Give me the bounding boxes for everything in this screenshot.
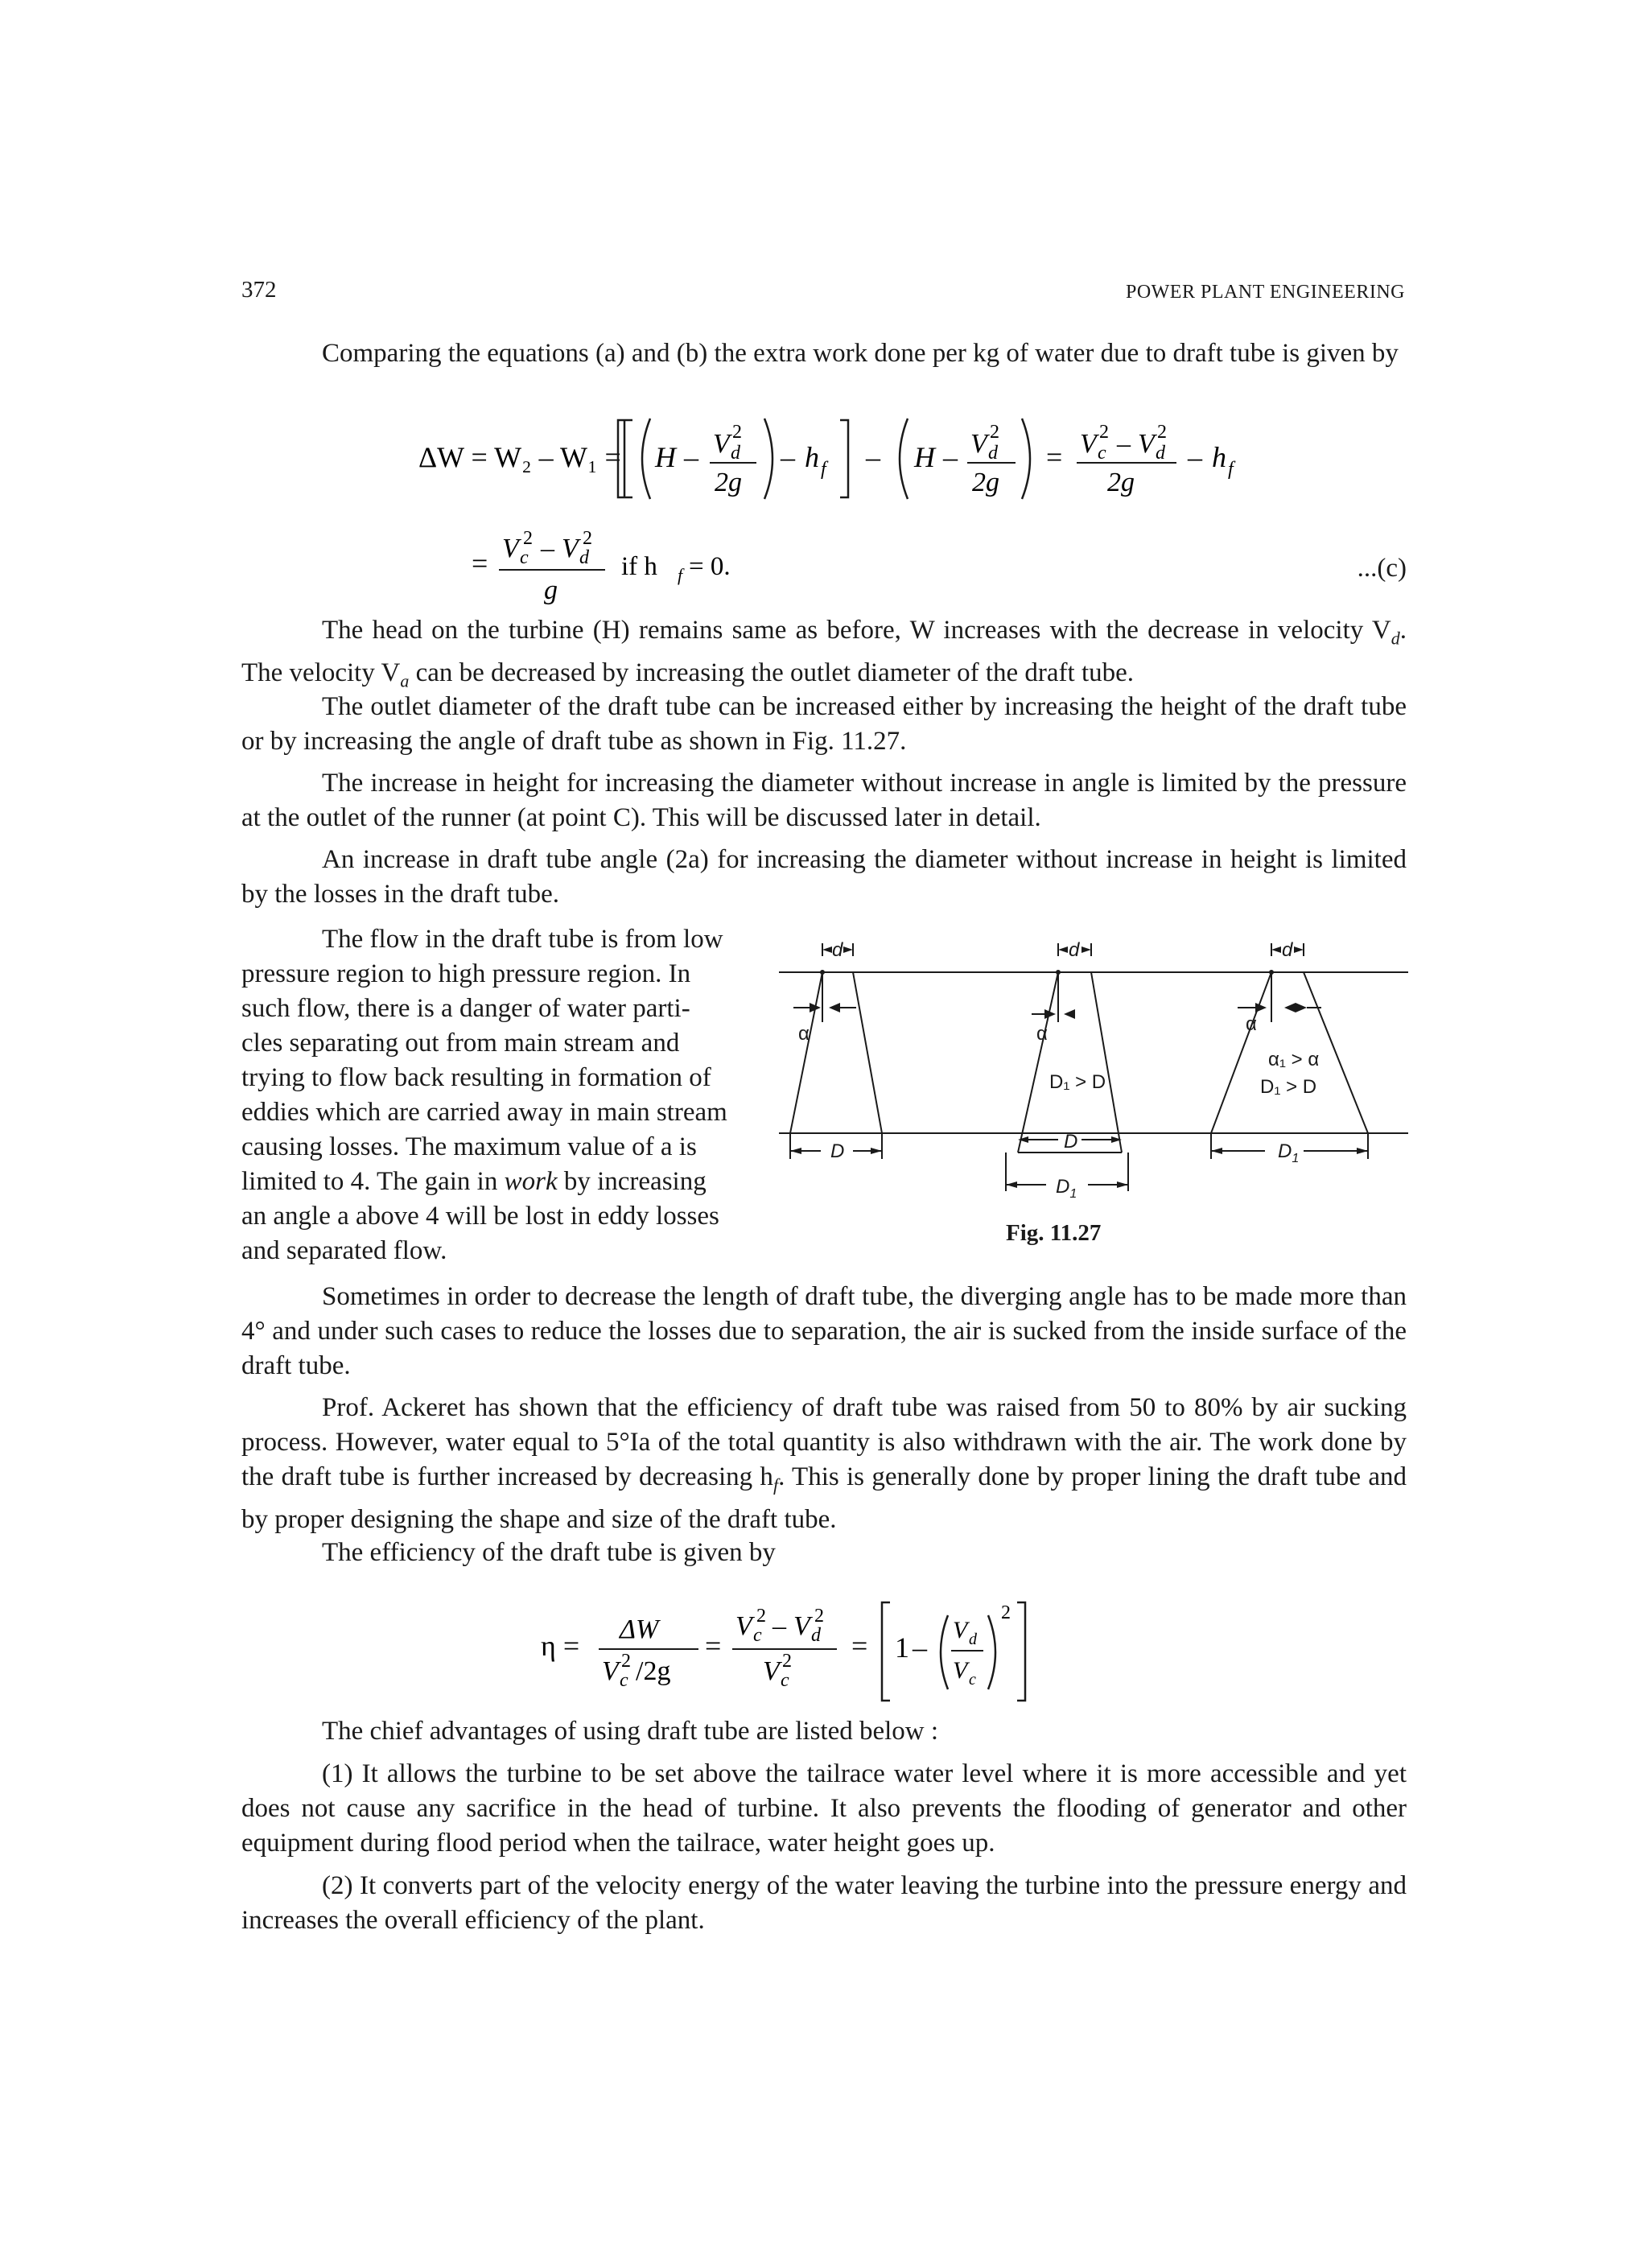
svg-text:–: –: [913, 1631, 927, 1664]
svg-text:V: V: [1138, 429, 1155, 459]
svg-text:2: 2: [782, 1651, 792, 1672]
paragraph-efficiency-intro: The efficiency of the draft tube is given by: [322, 1538, 776, 1567]
svg-text:2: 2: [732, 422, 742, 443]
svg-text:V: V: [793, 1611, 810, 1641]
paragraph-angle: An increase in draft tube angle (2a) for increasing the diameter without increase in height is limited by the losses in the draft tube.: [241, 845, 1407, 909]
svg-text:f: f: [821, 459, 826, 480]
equation-efficiency: [241, 1590, 1407, 1710]
svg-text:=: =: [472, 547, 488, 579]
svg-text:= 0.: = 0.: [689, 552, 731, 581]
svg-text:c: c: [1098, 443, 1106, 464]
running-title: POWER PLANT ENGINEERING: [1125, 282, 1405, 303]
page-number: 372: [241, 277, 277, 303]
fig-label-d2: d: [1069, 939, 1080, 961]
paragraph-intro: [241, 336, 1407, 371]
svg-text:–: –: [1188, 441, 1202, 473]
svg-text:V: V: [1080, 429, 1097, 459]
equation-delta-w: [241, 402, 1407, 507]
svg-text:V: V: [502, 534, 519, 563]
fig-label-D2: D: [1064, 1131, 1078, 1153]
svg-text:=: =: [705, 1630, 722, 1662]
fig-label-D1c: $D_1$: [1278, 1140, 1300, 1165]
svg-text:c: c: [969, 1671, 976, 1689]
eq-condition: if h: [621, 552, 657, 581]
svg-text:V: V: [562, 534, 579, 563]
svg-text:d: d: [1156, 443, 1165, 464]
svg-text:ΔW: ΔW: [620, 1614, 659, 1644]
svg-text:d: d: [969, 1631, 977, 1648]
svg-text:c: c: [520, 547, 529, 568]
eq-Vd: V: [713, 429, 730, 459]
fig-label-d1: d: [832, 939, 843, 961]
svg-text:V: V: [602, 1656, 619, 1686]
svg-text:2g: 2g: [1107, 468, 1135, 497]
svg-text:=: =: [851, 1630, 868, 1662]
svg-text:c: c: [753, 1625, 762, 1646]
paragraph-ackeret: Prof. Ackeret has shown that the efficiency of draft tube was raised from 50 to 80% by air sucking process. However, water equal to 5°Ia of the total quantity is also withdrawn with the air. The work done by the draft tube is further increased by decreasing $h_f$. This is generally done by proper lining the draft tube and by proper designing the shape and size of the draft tube.: [241, 1393, 1407, 1534]
eq-lhs: ΔW = W₂ – W₁ =: [418, 441, 621, 473]
svg-text:2g: 2g: [972, 468, 999, 497]
svg-text:V: V: [735, 1611, 752, 1641]
svg-text:2: 2: [756, 1606, 766, 1627]
svg-text:V: V: [953, 1617, 968, 1643]
svg-text:d: d: [731, 443, 740, 464]
svg-text:h: h: [805, 441, 819, 473]
figure-caption: Fig. 11.27: [1006, 1220, 1102, 1246]
eq-H: H: [655, 441, 676, 473]
svg-text:–: –: [772, 1611, 786, 1641]
svg-text:–: –: [781, 441, 795, 473]
fig-label-d3: d: [1282, 939, 1293, 961]
svg-text:–: –: [943, 441, 958, 473]
fig-cond2a: α₁ > α: [1268, 1049, 1320, 1070]
fig-alpha1: α: [798, 1023, 810, 1045]
svg-text:2: 2: [814, 1606, 824, 1627]
svg-text:2: 2: [621, 1651, 631, 1672]
paragraph-intro-text: Comparing the equations (a) and (b) the extra work done per kg of water due to draft tube is given by: [322, 339, 1399, 368]
paragraph-head: The head on the turbine (H) remains same as before, W increases with the decrease in velocity $V_d$. The velocity $V_a$ can be decreased by increasing the outlet diameter of the draft tube.: [241, 616, 1407, 691]
svg-text:d: d: [579, 547, 589, 568]
fig-cond1: D₁ > D: [1049, 1071, 1106, 1093]
equation-number: ...(c): [1357, 554, 1407, 583]
svg-text:g: g: [544, 575, 558, 605]
svg-text:=: =: [1046, 441, 1063, 473]
svg-text:2: 2: [1157, 422, 1167, 443]
fig-alpha3: α: [1246, 1013, 1257, 1035]
equation-simplified: [241, 523, 1288, 612]
svg-text:2: 2: [1099, 422, 1109, 443]
svg-text:2: 2: [1001, 1602, 1011, 1623]
svg-text:c: c: [620, 1670, 628, 1691]
svg-text:c: c: [781, 1670, 789, 1691]
svg-text:2: 2: [523, 528, 533, 549]
svg-text:V: V: [970, 429, 987, 459]
svg-text:H: H: [914, 441, 935, 473]
paragraph-advantage-1: (1) It allows the turbine to be set above the tailrace water level where it is more accessible and yet does not cause any sacrifice in the head of turbine. It also prevents the flooding of generator and other equipment during flood period when the tailrace, water height goes up.: [241, 1759, 1407, 1858]
svg-text:V: V: [953, 1657, 968, 1684]
svg-text:d: d: [811, 1625, 821, 1646]
fig-label-D1b: $D_1$: [1056, 1176, 1077, 1201]
paragraph-advantages-intro: The chief advantages of using draft tube are listed below :: [322, 1717, 939, 1746]
fig-alpha2: α: [1036, 1023, 1048, 1045]
svg-text:–: –: [1117, 429, 1131, 459]
svg-text:2: 2: [990, 422, 999, 443]
svg-text:f: f: [1228, 459, 1234, 480]
figure-draft-tubes: [772, 918, 1416, 1256]
svg-text:–: –: [541, 534, 554, 563]
svg-text:1: 1: [895, 1631, 909, 1664]
svg-text:f: f: [678, 565, 683, 585]
svg-text:d: d: [988, 443, 998, 464]
svg-text:2g: 2g: [715, 468, 742, 497]
paragraph-flow: The flow in the draft tube is from low pressure region to high pressure region. In such flow, there is a danger of water parti- cles separating out from main stream and trying to flow back resulting in formation of eddies which are carried away in main stream causing losses. The maximum value of a is limited to 4. The gain in work by increasing an angle a above 4 will be lost in eddy losses and separated flow.: [241, 925, 727, 1265]
paragraph-height: The increase in height for increasing the diameter without increase in angle is limited by the pressure at the outlet of the runner (at point C). This will be discussed later in detail.: [241, 769, 1407, 832]
svg-text:–: –: [684, 441, 698, 473]
eq-eta: η =: [541, 1630, 580, 1662]
fig-cond2b: D₁ > D: [1260, 1076, 1317, 1098]
paragraph-advantage-2: (2) It converts part of the velocity energy of the water leaving the turbine into the pressure energy and increases the overall efficiency of the plant.: [241, 1871, 1407, 1935]
paragraph-sometimes: Sometimes in order to decrease the length of draft tube, the diverging angle has to be made more than 4° and under such cases to reduce the losses due to separation, the air is sucked from the inside surface of the draft tube.: [241, 1282, 1407, 1380]
paragraph-outlet: The outlet diameter of the draft tube can be increased either by increasing the height of the draft tube or by increasing the angle of draft tube as shown in Fig. 11.27.: [241, 692, 1407, 756]
svg-text:–: –: [866, 441, 880, 473]
fig-label-D1: D: [830, 1140, 845, 1162]
svg-text:/2g: /2g: [636, 1656, 671, 1686]
svg-text:h: h: [1212, 441, 1226, 473]
svg-text:V: V: [763, 1656, 780, 1686]
svg-text:2: 2: [583, 528, 592, 549]
